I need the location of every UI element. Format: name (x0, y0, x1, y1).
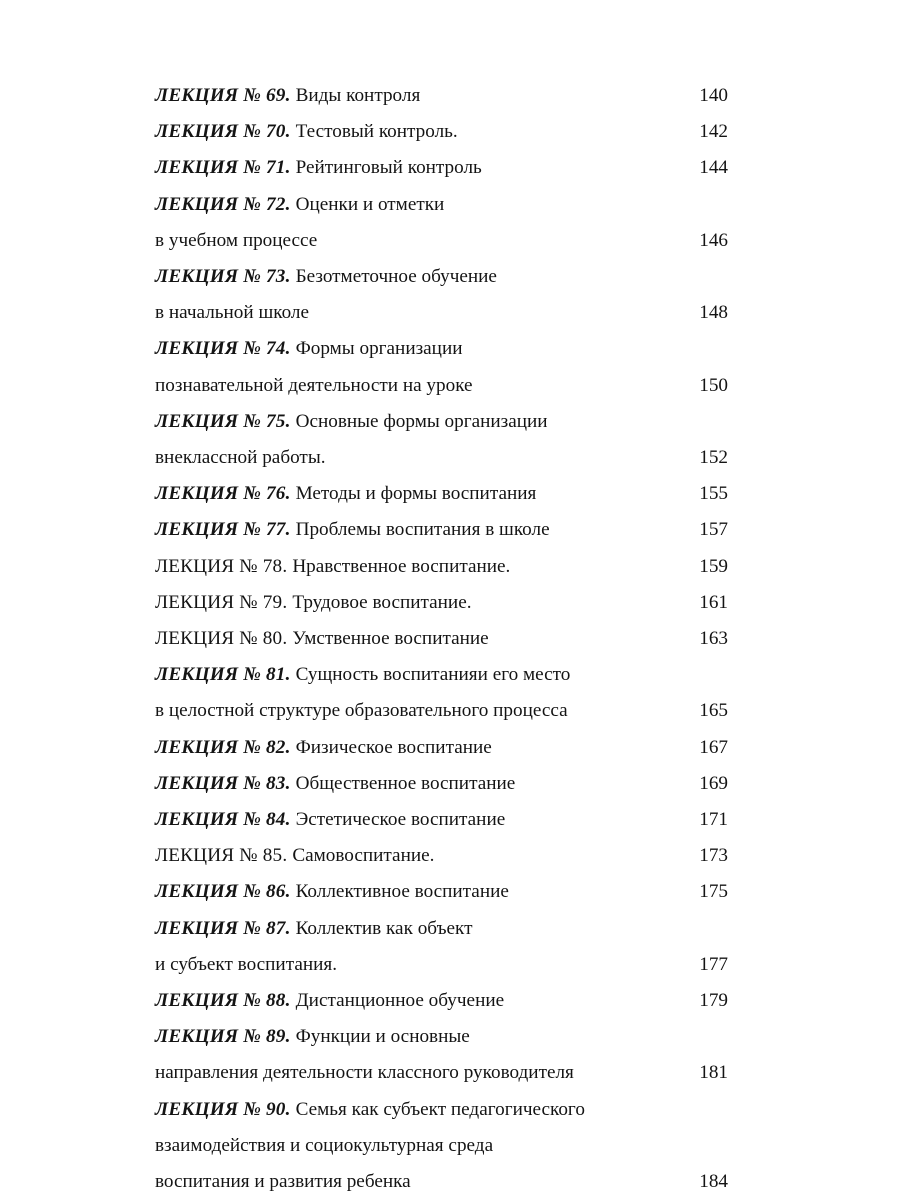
dot-leader (341, 951, 685, 970)
page-number: 150 (699, 374, 728, 396)
toc-entry-line (155, 911, 728, 947)
page-number: 169 (699, 772, 728, 794)
lecture-label: ЛЕКЦИЯ № 69. (155, 85, 291, 106)
lecture-title: направления деятельности классного руководителя (155, 1062, 574, 1084)
page-number: 179 (699, 990, 728, 1012)
toc-entry-continuation (155, 1055, 728, 1091)
toc-entry[interactable] (155, 150, 728, 186)
dot-leader (578, 1059, 685, 1078)
toc-entry-line (155, 802, 728, 838)
page-number: 148 (699, 302, 728, 324)
dot-leader (321, 227, 685, 246)
toc-entry[interactable] (155, 114, 728, 150)
dot-leader (509, 806, 685, 825)
lecture-label: ЛЕКЦИЯ № 74. (155, 338, 291, 360)
dot-leader (572, 697, 685, 716)
page-number: 171 (699, 809, 728, 831)
lecture-title: Физическое воспитание (295, 736, 492, 758)
toc-entry[interactable] (155, 621, 728, 657)
lecture-title: Общественное воспитание (295, 772, 516, 794)
dot-leader (496, 733, 685, 752)
lecture-label: ЛЕКЦИЯ № 79. (155, 591, 288, 613)
lecture-title: Коллектив как объект (295, 917, 473, 939)
lecture-label: ЛЕКЦИЯ № 86. (155, 881, 291, 903)
lecture-title: в начальной школе (155, 302, 310, 324)
table-of-contents (155, 78, 728, 1200)
lecture-title: воспитания и развития ребенка (155, 1171, 411, 1193)
lecture-title: Нравственное воспитание. (292, 555, 511, 577)
lecture-label: ЛЕКЦИЯ № 84. (155, 809, 291, 831)
lecture-label: ЛЕКЦИЯ № 72. (155, 193, 291, 215)
toc-entry-line (155, 150, 728, 186)
lecture-title: Функции и основные (295, 1026, 470, 1048)
lecture-title: Семья как субъект педагогического (295, 1098, 585, 1120)
lecture-label: ЛЕКЦИЯ № 81. (155, 664, 291, 686)
page-number: 140 (699, 85, 728, 106)
page-number: 157 (699, 519, 728, 541)
toc-entry-line (155, 874, 728, 910)
toc-entry-continuation (155, 440, 728, 476)
dot-leader (330, 444, 685, 463)
dot-leader (493, 625, 685, 644)
toc-entry[interactable] (155, 404, 728, 476)
toc-entry-line (155, 512, 728, 548)
lecture-title: взаимодействия и социокультурная среда (155, 1134, 494, 1156)
lecture-label: ЛЕКЦИЯ № 75. (155, 410, 291, 432)
toc-entry[interactable] (155, 512, 728, 548)
page-number: 144 (699, 157, 728, 179)
toc-entry-continuation (155, 693, 728, 729)
toc-entry[interactable] (155, 585, 728, 621)
dot-leader (476, 914, 685, 933)
toc-entry-line (155, 404, 728, 440)
dot-leader (477, 371, 685, 390)
toc-entry-continuation (155, 295, 728, 331)
toc-entry-line (155, 657, 728, 693)
lecture-title: Тестовый контроль. (295, 121, 458, 143)
lecture-title: и субъект воспитания. (155, 953, 337, 975)
lecture-title: Оценки и отметки (295, 193, 445, 215)
dot-leader (513, 878, 685, 897)
lecture-title: Коллективное воспитание (295, 881, 509, 903)
toc-entry[interactable] (155, 983, 728, 1019)
lecture-title: Самовоспитание. (292, 845, 435, 867)
lecture-title: Проблемы воспитания в школе (295, 519, 550, 541)
dot-leader (554, 516, 685, 535)
lecture-title: познавательной деятельности на уроке (155, 374, 473, 396)
lecture-label: ЛЕКЦИЯ № 73. (155, 266, 291, 288)
lecture-title: Основные формы организации (295, 410, 548, 432)
dot-leader (462, 118, 685, 137)
lecture-label: ЛЕКЦИЯ № 70. (155, 121, 291, 143)
lecture-label: ЛЕКЦИЯ № 76. (155, 483, 291, 505)
toc-entry-line (155, 730, 728, 766)
dot-leader (448, 190, 685, 209)
lecture-title: Безотметочное обучение (295, 266, 497, 288)
page-number: 152 (699, 447, 728, 469)
page-number: 177 (699, 953, 728, 975)
toc-entry-line (155, 1019, 728, 1055)
dot-leader (474, 1023, 685, 1042)
toc-entry[interactable] (155, 1019, 728, 1091)
toc-entry-line (155, 476, 728, 512)
toc-entry[interactable] (155, 187, 728, 259)
dot-leader (508, 987, 685, 1006)
dot-leader (313, 299, 685, 318)
dot-leader (497, 1132, 685, 1151)
toc-entry[interactable] (155, 259, 728, 331)
page-number: 159 (699, 555, 728, 577)
toc-entry[interactable] (155, 874, 728, 910)
dot-leader (501, 263, 685, 282)
lecture-label: ЛЕКЦИЯ № 88. (155, 990, 291, 1012)
lecture-label: ЛЕКЦИЯ № 71. (155, 157, 291, 179)
lecture-title: в целостной структуре образовательного процесса (155, 700, 568, 722)
toc-entry[interactable] (155, 911, 728, 983)
lecture-title: внеклассной работы. (155, 447, 326, 469)
dot-leader (589, 1096, 685, 1115)
toc-entry[interactable] (155, 802, 728, 838)
lecture-label: ЛЕКЦИЯ № 85. (155, 845, 288, 867)
page-number: 163 (699, 628, 728, 650)
page-number: 165 (699, 700, 728, 722)
dot-leader (424, 82, 685, 101)
page-number: 155 (699, 483, 728, 505)
dot-leader (574, 661, 685, 680)
toc-entry-continuation (155, 947, 728, 983)
lecture-label: ЛЕКЦИЯ № 82. (155, 736, 291, 758)
dot-leader (467, 335, 686, 354)
lecture-title: в учебном процессе (155, 229, 318, 251)
toc-entry-line (155, 766, 728, 802)
lecture-title: Методы и формы воспитания (295, 483, 537, 505)
page-number: 181 (699, 1062, 728, 1084)
toc-entry[interactable] (155, 331, 728, 403)
page-number: 184 (699, 1171, 728, 1193)
toc-entry-continuation (155, 223, 728, 259)
lecture-label: ЛЕКЦИЯ № 78. (155, 555, 288, 577)
dot-leader (415, 1168, 685, 1187)
toc-entry[interactable] (155, 838, 728, 874)
toc-entry-line (155, 549, 728, 585)
page-number: 175 (699, 881, 728, 903)
toc-entry-line (155, 78, 728, 114)
page-number: 167 (699, 736, 728, 758)
lecture-title: Рейтинговый контроль (295, 157, 482, 179)
toc-entry[interactable] (155, 657, 728, 729)
page-number: 142 (699, 121, 728, 143)
toc-entry-line (155, 983, 728, 1019)
toc-entry-continuation (155, 368, 728, 404)
toc-entry[interactable] (155, 549, 728, 585)
toc-entry-line (155, 114, 728, 150)
toc-entry[interactable] (155, 78, 728, 114)
page-number: 161 (699, 591, 728, 613)
toc-entry-line (155, 585, 728, 621)
lecture-title: Формы организации (295, 338, 463, 360)
lecture-title: Дистанционное обучение (295, 990, 505, 1012)
toc-entry[interactable] (155, 730, 728, 766)
dot-leader (552, 408, 685, 427)
page-number: 146 (699, 229, 728, 251)
lecture-label: ЛЕКЦИЯ № 80. (155, 628, 288, 650)
toc-entry[interactable] (155, 476, 728, 512)
toc-entry-continuation (155, 1164, 728, 1200)
toc-entry-line (155, 838, 728, 874)
toc-entry-line (155, 1092, 728, 1128)
lecture-label: ЛЕКЦИЯ № 77. (155, 519, 291, 541)
lecture-title: Эстетическое воспитание (295, 809, 506, 831)
dot-leader (540, 480, 685, 499)
page-number: 173 (699, 845, 728, 867)
dot-leader (486, 154, 685, 173)
dot-leader (476, 589, 685, 608)
lecture-title: Виды контроля (295, 85, 421, 106)
lecture-title: Трудовое воспитание. (292, 591, 472, 613)
toc-entry[interactable] (155, 1092, 728, 1200)
lecture-label: ЛЕКЦИЯ № 89. (155, 1026, 291, 1048)
lecture-title: Сущность воспитанияи его место (295, 664, 571, 686)
toc-entry[interactable] (155, 766, 728, 802)
dot-leader (514, 552, 685, 571)
lecture-title: Умственное воспитание (292, 628, 489, 650)
lecture-label: ЛЕКЦИЯ № 83. (155, 772, 291, 794)
toc-entry-line (155, 259, 728, 295)
dot-leader (438, 842, 685, 861)
toc-entry-line (155, 187, 728, 223)
toc-entry-line (155, 621, 728, 657)
toc-entry-line (155, 331, 728, 367)
toc-entry-continuation (155, 1128, 728, 1164)
lecture-label: ЛЕКЦИЯ № 90. (155, 1098, 291, 1120)
dot-leader (519, 770, 685, 789)
lecture-label: ЛЕКЦИЯ № 87. (155, 917, 291, 939)
